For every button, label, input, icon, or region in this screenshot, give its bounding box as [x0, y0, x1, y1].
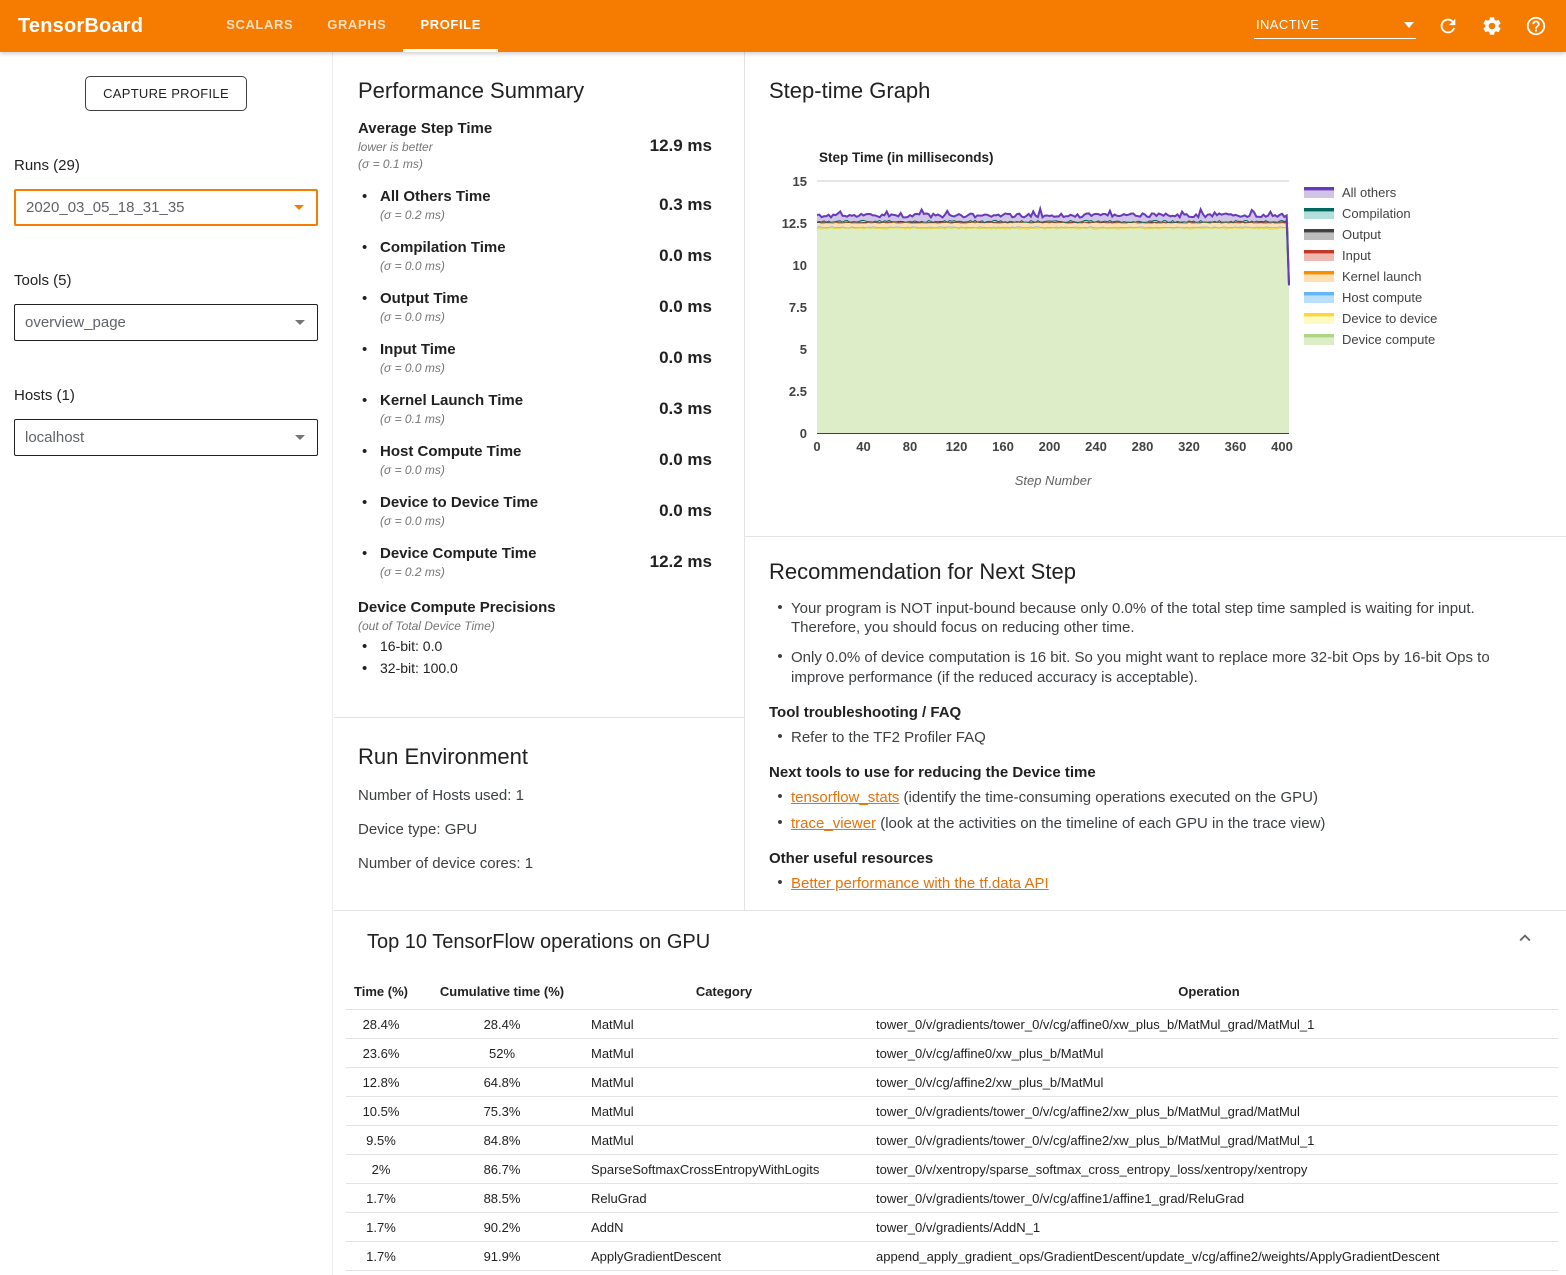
svg-text:Kernel launch: Kernel launch [1342, 269, 1422, 284]
faq-bullet: • Refer to the TF2 Profiler FAQ [769, 728, 1542, 747]
performance-metric [358, 290, 720, 324]
cell-operation: append_apply_gradient_ops/GradientDescent/update_v/cg/affine2/weights/ApplyGradientDescent [860, 1242, 1558, 1271]
svg-text:Step Time (in milliseconds): Step Time (in milliseconds) [819, 150, 994, 165]
metric-value: 0.0 ms [659, 297, 712, 316]
cell-category: ReluGrad [588, 1184, 860, 1213]
performance-metric [358, 239, 720, 273]
col-time: Time (%) [354, 984, 408, 999]
precision-text: 32-bit: 100.0 [380, 660, 458, 676]
svg-text:80: 80 [902, 439, 918, 454]
svg-text:160: 160 [992, 439, 1014, 454]
cell-cumulative: 75.3% [416, 1097, 588, 1126]
cell-operation: tower_0/v/gradients/tower_0/v/cg/affine2/xw_plus_b/MatMul_grad/MatMul_1 [860, 1126, 1558, 1155]
cell-time: 1.7% [346, 1213, 416, 1242]
cell-cumulative: 28.4% [416, 1010, 588, 1039]
table-row [346, 1039, 1558, 1068]
faq-heading: Tool troubleshooting / FAQ [769, 703, 962, 721]
col-category: Category [695, 984, 753, 999]
svg-text:40: 40 [856, 439, 871, 454]
svg-text:5: 5 [799, 342, 807, 357]
legend-item-device-compute [1304, 332, 1435, 347]
hosts-label: Hosts (1) [14, 387, 75, 404]
precisions-note: (out of Total Device Time) [358, 619, 495, 633]
svg-text:2.5: 2.5 [788, 384, 807, 399]
metric-label: Host Compute Time [380, 443, 522, 460]
top-ops-title: Top 10 TensorFlow operations on GPU [367, 931, 711, 953]
cell-operation: tower_0/v/gradients/AddN_1 [860, 1213, 1558, 1242]
metric-label: Compilation Time [380, 239, 506, 256]
performance-metric-list [358, 188, 720, 579]
runs-dropdown[interactable] [14, 189, 318, 226]
bullet-icon: • [362, 290, 368, 307]
average-step-time-value: 12.9 ms [649, 135, 712, 155]
svg-text:240: 240 [1085, 439, 1107, 454]
cell-category: MatMul [588, 1039, 860, 1068]
svg-text:200: 200 [1038, 439, 1061, 454]
help-icon[interactable] [1524, 14, 1548, 38]
precision-text: 16-bit: 0.0 [380, 638, 443, 654]
tools-label: Tools (5) [14, 272, 72, 289]
svg-text:10: 10 [792, 258, 807, 273]
performance-metric [358, 341, 720, 375]
metric-sigma: (σ = 0.2 ms) [380, 565, 445, 579]
table-row [346, 1068, 1558, 1097]
metric-sigma: (σ = 0.2 ms) [380, 208, 445, 222]
legend-item-input [1304, 248, 1371, 263]
chevron-up-icon[interactable] [1514, 927, 1538, 951]
bullet-icon: • [777, 727, 783, 745]
precisions-list [358, 638, 720, 677]
svg-text:All others: All others [1342, 185, 1397, 200]
next-tool-item [769, 788, 1542, 807]
bullet-icon: • [362, 660, 368, 677]
svg-text:280: 280 [1131, 439, 1154, 454]
tool-link[interactable]: trace_viewer [791, 815, 877, 833]
cell-time: 28.4% [346, 1010, 416, 1039]
table-row [346, 1010, 1558, 1039]
chevron-down-icon [295, 320, 305, 325]
step-time-chart-svg [769, 136, 1566, 500]
metric-value: 0.0 ms [659, 348, 712, 367]
sidebar [0, 52, 333, 1275]
performance-metric [358, 188, 720, 222]
header-actions [1254, 13, 1548, 39]
cell-time: 23.6% [346, 1039, 416, 1068]
metric-label: Device to Device Time [380, 494, 539, 511]
runs-label: Runs (29) [14, 157, 80, 174]
metric-sigma: (σ = 0.0 ms) [380, 514, 445, 528]
svg-text:15: 15 [792, 174, 807, 189]
cell-cumulative: 91.9% [416, 1242, 588, 1271]
tool-description: (look at the activities on the timeline of each GPU in the trace view) [876, 815, 1326, 833]
bullet-icon: • [777, 874, 783, 892]
svg-text:7.5: 7.5 [788, 300, 807, 315]
table-row [346, 1126, 1558, 1155]
bullet-icon: • [362, 392, 368, 409]
metric-value: 12.2 ms [649, 552, 712, 571]
recommendation-bullet: • Your program is NOT input-bound because only 0.0% of the total step time sampled is waiting for input. Therefore, you should focus on reducing other time. [769, 599, 1542, 637]
tfdata-link[interactable]: Better performance with the tf.data API [791, 875, 1049, 893]
average-step-time-note: lower is better [358, 140, 433, 154]
legend-item-kernel-launch [1304, 269, 1422, 284]
chevron-down-icon [1404, 22, 1414, 28]
run-environment-title: Run Environment [358, 744, 528, 769]
svg-text:Device compute: Device compute [1342, 332, 1436, 347]
step-time-chart [769, 136, 1566, 505]
table-row [346, 1242, 1558, 1271]
run-environment-line: Number of Hosts used: 1 [358, 787, 524, 804]
status-dropdown[interactable] [1254, 13, 1416, 39]
cell-cumulative: 84.8% [416, 1126, 588, 1155]
step-time-graph-section [745, 52, 1566, 537]
tab-profile[interactable]: PROFILE [403, 0, 498, 52]
precision-item [358, 660, 720, 677]
tools-dropdown[interactable] [14, 304, 318, 341]
capture-profile-button[interactable]: CAPTURE PROFILE [85, 76, 247, 111]
next-tool-item [769, 814, 1542, 833]
svg-text:360: 360 [1224, 439, 1247, 454]
recommendation-section [745, 537, 1566, 894]
table-header-row [346, 976, 1558, 1010]
cell-time: 2% [346, 1155, 416, 1184]
graph-column [745, 52, 1566, 910]
cell-category: SparseSoftmaxCrossEntropyWithLogits [588, 1155, 860, 1184]
tab-graphs[interactable]: GRAPHS [327, 17, 387, 32]
metric-value: 0.0 ms [659, 246, 712, 265]
svg-text:0: 0 [813, 439, 821, 454]
table-row [346, 1155, 1558, 1184]
top-ops-table [346, 976, 1558, 1271]
svg-text:400: 400 [1271, 439, 1293, 454]
col-cumulative: Cumulative time (%) [439, 984, 565, 999]
next-tools-heading: Next tools to use for reducing the Device time [769, 763, 1096, 781]
metric-value: 0.3 ms [659, 399, 712, 418]
table-row [346, 1097, 1558, 1126]
cell-operation: tower_0/v/gradients/tower_0/v/cg/affine1/affine1_grad/ReluGrad [860, 1184, 1558, 1213]
metric-value: 0.0 ms [659, 501, 712, 520]
metric-value: 0.3 ms [659, 195, 712, 214]
runs-dropdown-value: 2020_03_05_18_31_35 [26, 199, 185, 216]
metric-label: Output Time [380, 290, 469, 307]
svg-text:320: 320 [1178, 439, 1200, 454]
cell-category: MatMul [588, 1068, 860, 1097]
metric-label: Device Compute Time [380, 545, 537, 562]
svg-text:Input: Input [1342, 248, 1371, 263]
tool-description: (identify the time-consuming operations executed on the GPU) [899, 788, 1318, 806]
cell-operation: tower_0/v/gradients/tower_0/v/cg/affine0/xw_plus_b/MatMul_grad/MatMul_1 [860, 1010, 1558, 1039]
col-operation: Operation [1178, 984, 1240, 999]
svg-text:Step Number: Step Number [1014, 473, 1092, 488]
bullet-icon: • [362, 638, 368, 655]
other-resources-heading: Other useful resources [769, 850, 934, 868]
metric-sigma: (σ = 0.1 ms) [380, 412, 445, 426]
performance-summary-title: Performance Summary [358, 78, 585, 103]
other-resource-item [769, 874, 1542, 893]
app-header [0, 0, 1566, 52]
bullet-icon: • [362, 545, 368, 562]
bullet-icon: • [362, 341, 368, 358]
chevron-down-icon [294, 205, 304, 210]
tools-dropdown-value: overview_page [25, 314, 126, 331]
bullet-icon: • [362, 494, 368, 511]
svg-text:Compilation: Compilation [1342, 206, 1411, 221]
refresh-icon[interactable] [1436, 14, 1460, 38]
hosts-dropdown[interactable] [14, 419, 318, 456]
metric-sigma: (σ = 0.0 ms) [380, 463, 445, 477]
metric-label: Kernel Launch Time [380, 392, 524, 409]
bullet-icon: • [777, 648, 783, 666]
performance-summary-section [334, 52, 744, 718]
tool-link[interactable]: tensorflow_stats [791, 788, 900, 806]
cell-time: 12.8% [346, 1068, 416, 1097]
cell-category: MatMul [588, 1126, 860, 1155]
recommendation-bullets [769, 599, 1542, 687]
bullet-icon: • [362, 443, 368, 460]
performance-metric [358, 443, 720, 477]
run-environment-section [334, 718, 744, 872]
settings-gear-icon[interactable] [1480, 14, 1504, 38]
bullet-icon: • [362, 239, 368, 256]
cell-category: MatMul [588, 1097, 860, 1126]
cell-time: 1.7% [346, 1184, 416, 1213]
cell-time: 1.7% [346, 1242, 416, 1271]
chevron-down-icon [295, 435, 305, 440]
cell-operation: tower_0/v/cg/affine0/xw_plus_b/MatMul [860, 1039, 1558, 1068]
legend-item-host-compute [1304, 290, 1422, 305]
precisions-title: Device Compute Precisions [358, 599, 556, 616]
table-row [346, 1213, 1558, 1242]
cell-time: 9.5% [346, 1126, 416, 1155]
cell-cumulative: 52% [416, 1039, 588, 1068]
average-step-time-label: Average Step Time [358, 120, 493, 137]
next-tools-list [769, 788, 1542, 833]
metric-sigma: (σ = 0.0 ms) [380, 259, 445, 273]
cell-time: 10.5% [346, 1097, 416, 1126]
hosts-dropdown-value: localhost [25, 429, 85, 446]
precision-item [358, 638, 720, 655]
cell-operation: tower_0/v/xentropy/sparse_softmax_cross_entropy_loss/xentropy/xentropy [860, 1155, 1558, 1184]
metric-label: All Others Time [380, 188, 491, 205]
tab-scalars[interactable]: SCALARS [226, 17, 294, 32]
legend-item-output [1304, 227, 1381, 242]
app-logo: TensorBoard [18, 14, 144, 37]
svg-text:Device to device: Device to device [1342, 311, 1438, 326]
svg-text:Host compute: Host compute [1342, 290, 1423, 305]
metric-sigma: (σ = 0.0 ms) [380, 310, 445, 324]
bullet-icon: • [777, 787, 783, 805]
summary-column [334, 52, 745, 910]
run-environment-line: Number of device cores: 1 [358, 855, 534, 872]
svg-text:12.5: 12.5 [781, 216, 807, 231]
top-tabs [209, 0, 498, 52]
cell-cumulative: 90.2% [416, 1213, 588, 1242]
metric-value: 0.0 ms [659, 450, 712, 469]
metric-label: Input Time [380, 341, 456, 358]
table-row [346, 1184, 1558, 1213]
svg-text:120: 120 [945, 439, 968, 454]
average-step-time [358, 120, 720, 171]
top-ops-section [334, 911, 1566, 1271]
cell-category: AddN [588, 1213, 860, 1242]
performance-metric [358, 392, 720, 426]
bullet-icon: • [362, 188, 368, 205]
svg-text:0: 0 [799, 426, 807, 441]
recommendation-bullet: • Only 0.0% of device computation is 16 bit. So you might want to replace more 32-bit Ops by 16-bit Ops to improve performance (if the reduced accuracy is acceptable). [769, 648, 1542, 686]
run-environment-line: Device type: GPU [358, 821, 478, 838]
metric-sigma: (σ = 0.0 ms) [380, 361, 445, 375]
cell-cumulative: 86.7% [416, 1155, 588, 1184]
cell-category: MatMul [588, 1010, 860, 1039]
legend-item-device-to-device [1304, 311, 1437, 326]
recommendation-title: Recommendation for Next Step [769, 559, 1076, 584]
average-step-time-sigma: (σ = 0.1 ms) [358, 157, 423, 171]
step-time-graph-title: Step-time Graph [769, 78, 931, 103]
legend-item-compilation [1304, 206, 1411, 221]
bullet-icon: • [777, 814, 783, 832]
bullet-icon: • [777, 599, 783, 616]
status-dropdown-value: INACTIVE [1256, 17, 1320, 32]
performance-metric [358, 545, 720, 579]
cell-category: ApplyGradientDescent [588, 1242, 860, 1271]
legend-item-all-others [1304, 185, 1397, 200]
cell-cumulative: 64.8% [416, 1068, 588, 1097]
svg-text:Output: Output [1342, 227, 1382, 242]
cell-operation: tower_0/v/cg/affine2/xw_plus_b/MatMul [860, 1068, 1558, 1097]
performance-metric [358, 494, 720, 528]
cell-operation: tower_0/v/gradients/tower_0/v/cg/affine2/xw_plus_b/MatMul_grad/MatMul [860, 1097, 1558, 1126]
main-content [334, 52, 1566, 1275]
cell-cumulative: 88.5% [416, 1184, 588, 1213]
